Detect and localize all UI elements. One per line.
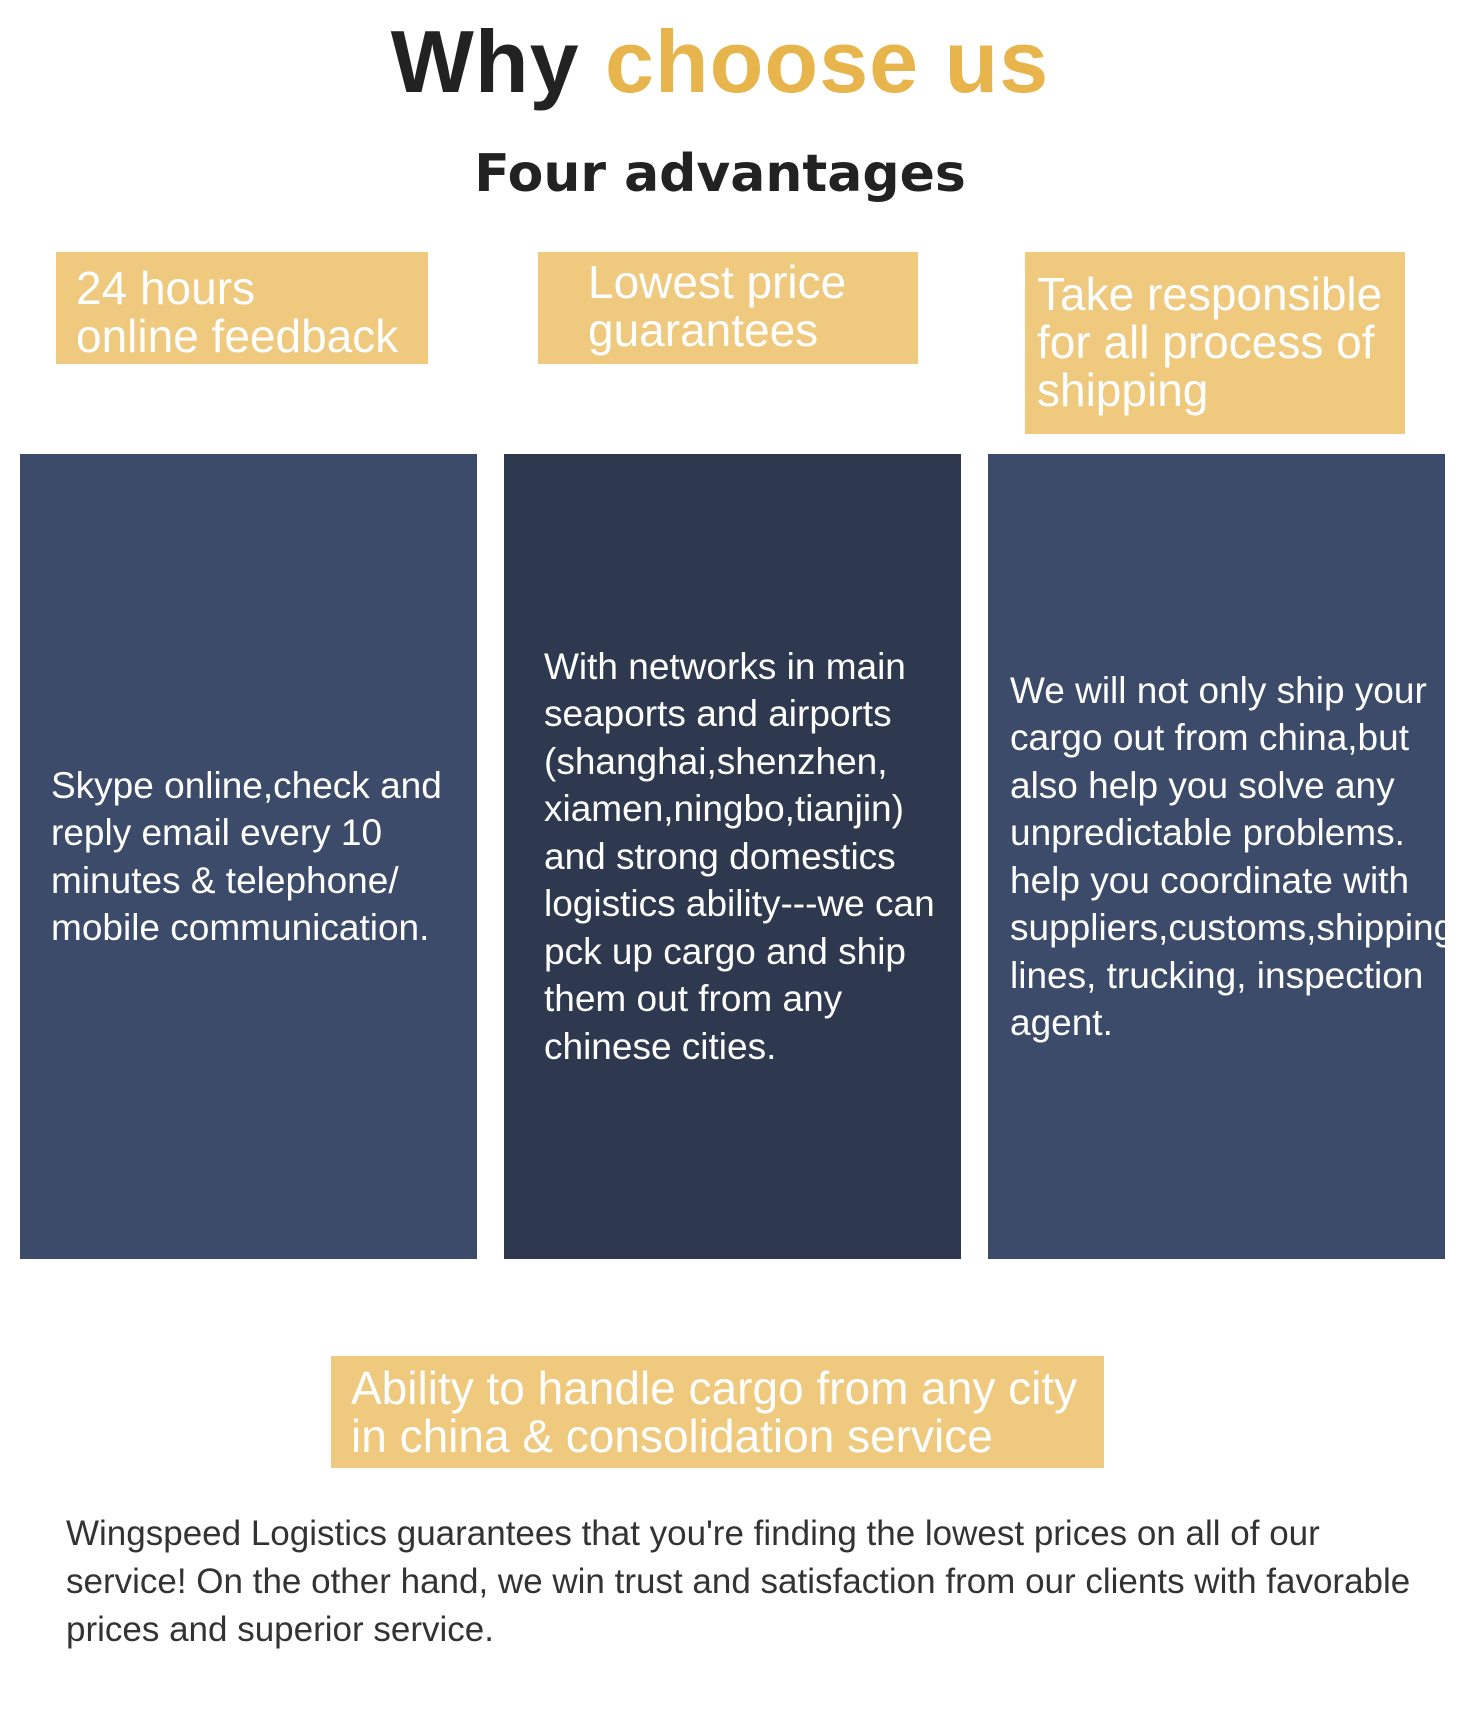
label-line: Lowest price [588, 256, 847, 308]
label-line: shipping [1037, 364, 1209, 416]
advantage-label-lowest-price [538, 252, 918, 364]
advantage-card-lowest-price [504, 454, 961, 1259]
advantage-label-responsible-shipping [1025, 252, 1405, 434]
label-line: Take responsible [1037, 268, 1383, 320]
label-line: in china & consolidation service [351, 1410, 993, 1462]
advantage-card-responsible-shipping [988, 454, 1455, 1259]
page-title [0, 12, 1440, 112]
title-dark-part: Why [390, 12, 580, 111]
advantage-description: With networks in main seaports and airports (shanghai,shenzhen, xiamen,ningbo,tianjin) and strong domestics logistics ability---we can pck up cargo and ship them out from any chinese cities. [544, 645, 935, 1067]
advantage-card-online-feedback [20, 454, 477, 1259]
advantage-label-online-feedback [56, 252, 428, 364]
label-line: Ability to handle cargo from any city [351, 1362, 1078, 1414]
title-accent-part: choose us [604, 12, 1050, 111]
label-line: guarantees [588, 304, 819, 356]
page-subtitle: Four advantages [474, 144, 966, 204]
label-line: for all process of [1037, 316, 1375, 368]
advantage-description: Skype online,check and reply email every 10 minutes & telephone/ mobile communication. [51, 764, 442, 948]
label-line: online feedback [76, 310, 399, 362]
label-line: 24 hours [76, 262, 256, 314]
footer-text: Wingspeed Logistics guarantees that you're finding the lowest prices on all of our service! On the other hand, we win trust and satisfaction from our clients with favorable prices and superior service. [66, 1514, 1411, 1649]
advantage-label-cargo-consolidation [331, 1356, 1104, 1468]
advantage-description: We will not only ship your cargo out from china,but also help you solve any unpredictable problems. help you coordinate with suppliers,customs,shipping lines, trucking, inspection agent. [1010, 669, 1455, 1043]
